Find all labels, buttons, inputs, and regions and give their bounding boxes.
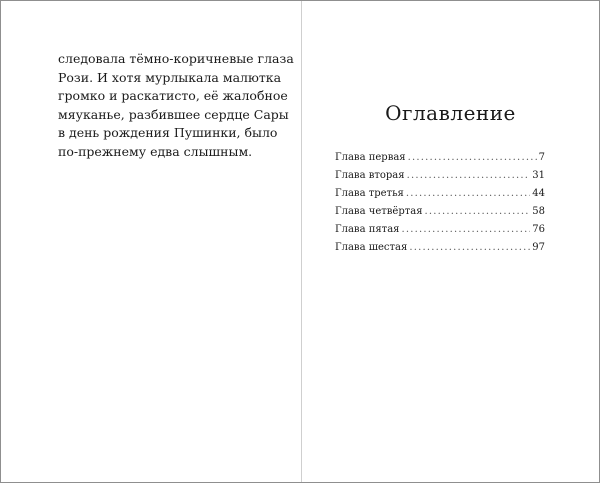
- page-number: 97: [532, 242, 545, 253]
- chapter-title: Глава первая: [335, 152, 406, 163]
- dot-leader: [407, 167, 531, 185]
- toc-entry[interactable]: [335, 185, 545, 203]
- text-line: в день рождения Пушинки, было: [58, 125, 278, 140]
- chapter-title: Глава шестая: [335, 242, 408, 253]
- body-paragraph: [58, 50, 294, 161]
- text-line: громко и раскатисто, её жалобное: [58, 88, 288, 103]
- dot-leader: [408, 149, 537, 167]
- dot-leader: [406, 185, 530, 203]
- page-number: 76: [532, 224, 545, 235]
- text-line: Рози. И хотя мурлыкала малютка: [58, 69, 282, 85]
- toc-entry[interactable]: [335, 239, 545, 257]
- toc-entry[interactable]: [335, 167, 545, 185]
- chapter-title: Глава четвёртая: [335, 206, 423, 217]
- toc-entry[interactable]: [335, 149, 545, 167]
- chapter-title: Глава вторая: [335, 170, 405, 181]
- page-number: 31: [532, 170, 545, 181]
- right-page: [302, 1, 599, 482]
- text-line: следовала тёмно-коричневые глаза: [58, 51, 294, 66]
- chapter-title: Глава пятая: [335, 224, 400, 235]
- dot-leader: [425, 203, 531, 221]
- page-number: 7: [538, 152, 545, 163]
- toc-heading: Оглавление: [385, 101, 516, 125]
- page-number: 44: [532, 188, 545, 199]
- dot-leader: [409, 239, 530, 257]
- text-line: мяуканье, разбившее сердце Сары: [58, 106, 289, 122]
- table-of-contents: [335, 149, 545, 257]
- chapter-title: Глава третья: [335, 188, 404, 199]
- toc-entry[interactable]: [335, 203, 545, 221]
- toc-entry[interactable]: [335, 221, 545, 239]
- left-page: [1, 1, 301, 482]
- page-number: 58: [532, 206, 545, 217]
- text-line: по-прежнему едва слышным.: [58, 143, 253, 159]
- dot-leader: [401, 221, 530, 239]
